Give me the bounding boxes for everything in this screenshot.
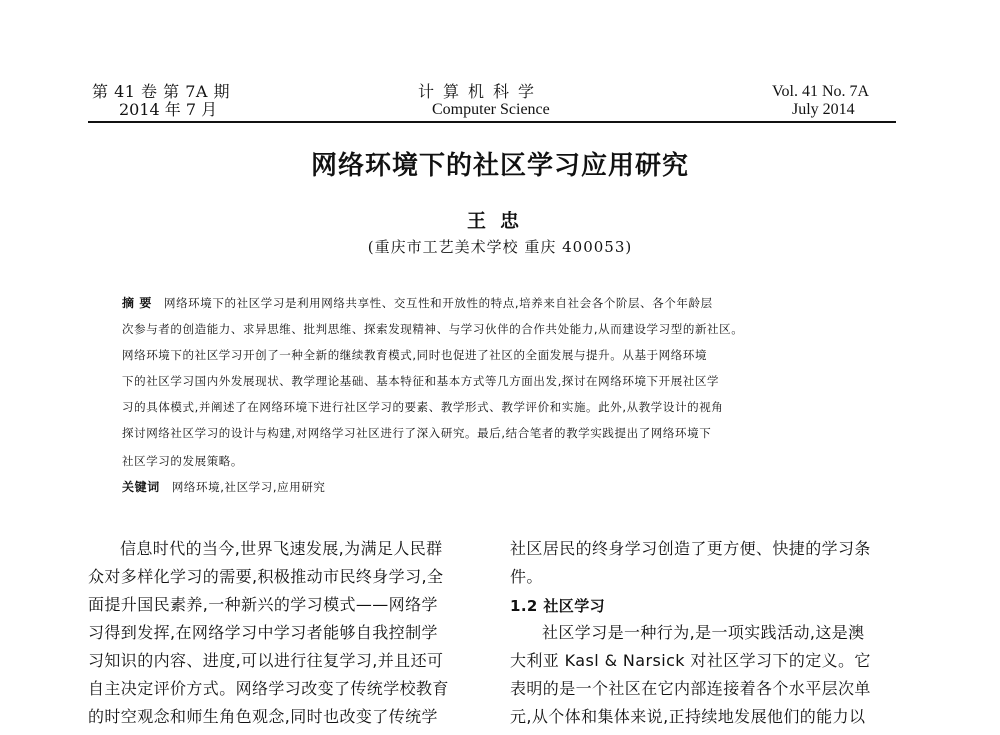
body-right-line-3: 社区学习是一种行为,是一项实践活动,这是澳 [542, 623, 865, 642]
body-left-line-2: 众对多样化学习的需要,积极推动市民终身学习,全 [88, 567, 444, 586]
body-right-line-5: 表明的是一个社区在它内部连接着各个水平层次单 [510, 679, 871, 698]
body-left-line-4: 习得到发挥,在网络学习中学习者能够自我控制学 [88, 623, 438, 642]
abstract-line-3: 网络环境下的社区学习开创了一种全新的继续教育模式,同时也促进了社区的全面发展与提升。从基于网络环境 [122, 348, 708, 362]
header-rule [88, 121, 896, 123]
body-left-line-1: 信息时代的当今,世界飞速发展,为满足人民群 [120, 539, 443, 558]
journal-volume-en: Vol. 41 No. 7A [772, 83, 870, 100]
keywords-text: 网络环境,社区学习,应用研究 [171, 480, 326, 494]
journal-volume-cn: 第 41 卷 第 7A 期 [92, 82, 231, 101]
body-right-line-2: 件。 [510, 567, 543, 586]
journal-name-en: Computer Science [432, 101, 550, 118]
body-right-line-1: 社区居民的终身学习创造了更方便、快捷的学习条 [510, 539, 871, 558]
body-right-line-4: 大利亚 Kasl & Narsick 对社区学习下的定义。它 [510, 651, 871, 670]
journal-name-cn: 计算机科学 [418, 82, 544, 101]
abstract-line-2: 次参与者的创造能力、求异思维、批判思维、探索发现精神、与学习伙伴的合作共处能力,从而建设学习型的新社区。 [122, 322, 744, 336]
body-left-line-5: 习知识的内容、进度,可以进行往复学习,并且还可 [88, 651, 444, 670]
paper-affiliation: (重庆市工艺美术学校 重庆 400053) [367, 238, 633, 256]
abstract-label: 摘 要 [122, 296, 152, 310]
keywords-label: 关键词 [122, 480, 160, 494]
body-right-line-6: 元,从个体和集体来说,正持续地发展他们的能力以 [510, 707, 866, 726]
body-left-line-3: 面提升国民素养,一种新兴的学习模式——网络学 [88, 595, 438, 614]
body-left-line-6: 自主决定评价方式。网络学习改变了传统学校教育 [88, 679, 449, 698]
abstract-line-1: 摘 要 网络环境下的社区学习是利用网络共享性、交互性和开放性的特点,培养来自社会各个阶层、各个年龄层 [122, 296, 713, 310]
journal-date-en: July 2014 [792, 101, 855, 118]
body-left-line-7: 的时空观念和师生角色观念,同时也改变了传统学 [88, 707, 438, 726]
abstract-line-6: 探讨网络社区学习的设计与构建,对网络学习社区进行了深入研究。最后,结合笔者的教学实践提出了网络环境下 [122, 426, 712, 440]
paper-author: 王忠 [466, 210, 533, 232]
abstract-line-4: 下的社区学习国内外发展现状、教学理论基础、基本特征和基本方式等几方面出发,探讨在网络环境下开展社区学 [122, 374, 720, 388]
keywords-line [122, 480, 326, 495]
abstract-line-7: 社区学习的发展策略。 [122, 454, 243, 468]
abstract-line-5: 习的具体模式,并阐述了在网络环境下进行社区学习的要素、教学形式、教学评价和实施。此外,从教学设计的视角 [122, 400, 724, 414]
section-heading: 1.2 社区学习 [510, 597, 605, 615]
paper-title: 网络环境下的社区学习应用研究 [310, 151, 689, 181]
journal-date-cn: 2014 年 7 月 [119, 100, 218, 119]
